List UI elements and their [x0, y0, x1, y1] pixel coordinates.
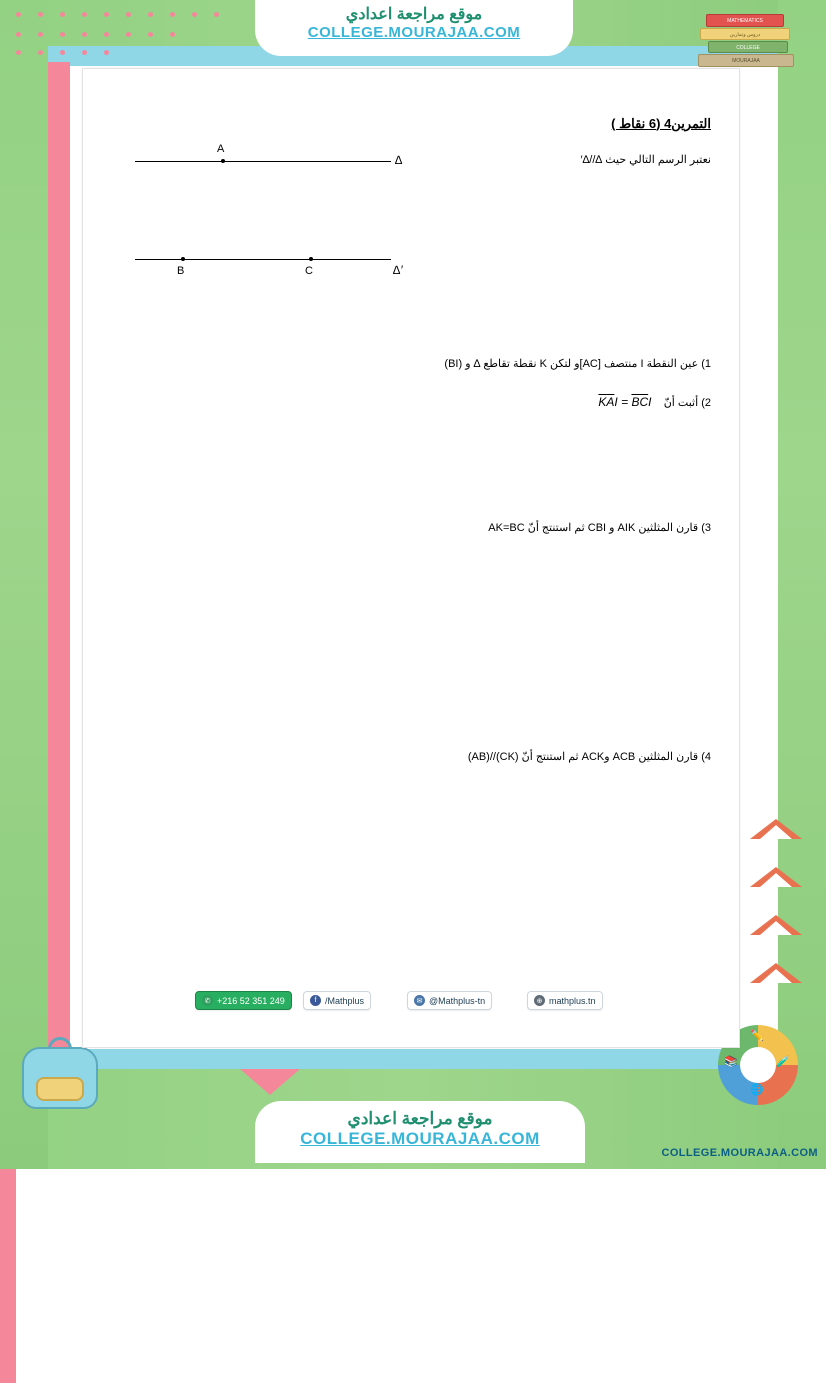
question-3-text: قارن المثلثين AIK و CBI ثم استنتج أنّ AK=BC [488, 522, 699, 534]
book-yellow-label: دروس وتمارين [729, 32, 761, 38]
question-4-number: 4) [701, 751, 711, 763]
book-green [708, 41, 788, 53]
question-2-text: أثبت أنّ [663, 397, 699, 409]
document-sheet [82, 68, 740, 1048]
frame-strip-blue-bottom [48, 1049, 778, 1069]
phone-icon: ✆ [202, 995, 213, 1006]
book-beige [698, 54, 794, 67]
point-a-marker [221, 159, 225, 163]
point-a-label: A [217, 143, 225, 155]
social-links-row [195, 991, 615, 1011]
point-b-marker [181, 257, 185, 261]
question-2-formula: $\overline{K}\overline{A}I = \overline{B}\overline{C}I$ [598, 395, 652, 409]
exercise-intro: نعتبر الرسم التالي حيث ∆//∆′ [580, 154, 711, 166]
question-4 [291, 748, 711, 767]
pencil-icon: ✏️ [750, 1030, 764, 1042]
point-b-label: B [177, 265, 185, 277]
chevron-icon-1 [750, 819, 802, 839]
website-label: mathplus.tn [549, 995, 596, 1006]
books-illustration [696, 8, 806, 72]
header-url[interactable]: COLLEGE.MOURAJAA.COM [307, 24, 521, 41]
flask-icon: 🧪 [776, 1056, 790, 1068]
header-banner [255, 0, 573, 56]
globe-icon-deco: 🌐 [750, 1084, 764, 1096]
facebook-badge[interactable] [303, 991, 371, 1010]
line-delta-label: ∆ [395, 153, 403, 167]
dotted-decoration [12, 8, 242, 56]
backpack-pocket [36, 1077, 84, 1101]
question-1-text: عين النقطة I منتصف [AC]و لتكن K نقطة تقاطع ∆ و (BI) [444, 358, 699, 370]
messenger-icon: ✉ [414, 995, 425, 1006]
book-yellow [700, 28, 790, 40]
question-1-number: 1) [701, 358, 711, 370]
frame-band-right [778, 0, 826, 1169]
point-c-label: C [305, 265, 313, 277]
book-red [706, 14, 784, 27]
question-3 [291, 519, 711, 538]
question-2-number: 2) [701, 397, 711, 409]
header-title-arabic: موقع مراجعة اعدادي [345, 6, 483, 23]
footer-url[interactable]: COLLEGE.MOURAJAA.COM [300, 1129, 540, 1148]
question-2 [291, 392, 711, 413]
website-badge[interactable] [527, 991, 603, 1010]
worksheet-content [83, 69, 739, 1047]
line-delta-prime-label: ∆′ [393, 263, 403, 277]
line-delta-prime [135, 259, 391, 260]
messenger-label: @Mathplus-tn [429, 995, 486, 1006]
point-c-marker [309, 257, 313, 261]
phone-badge[interactable] [195, 991, 292, 1010]
book-red-label: MATHEMATICS [727, 18, 763, 24]
phone-label: +216 52 351 249 [217, 995, 285, 1006]
messenger-badge[interactable] [407, 991, 492, 1010]
line-delta [135, 161, 391, 162]
pink-triangle-accent [240, 1069, 300, 1095]
question-3-number: 3) [701, 522, 711, 534]
question-1 [291, 355, 711, 374]
book-green-label: COLLEGE [736, 45, 760, 51]
exercise-title: التمرين4 (6 نقاط ) [611, 116, 711, 131]
facebook-icon: f [310, 995, 321, 1006]
book-stack-icon: 📚 [724, 1056, 738, 1068]
question-4-text: قارن المثلثين ACB وACK ثم استنتج أنّ (CK)//(AB) [467, 751, 699, 763]
frame-band-left [0, 0, 48, 1169]
chevron-icon-4 [750, 963, 802, 983]
book-beige-label: MOURAJAA [732, 58, 760, 64]
corner-url: COLLEGE.MOURAJAA.COM [661, 1147, 818, 1159]
chevron-icon-3 [750, 915, 802, 935]
chevron-icon-2 [750, 867, 802, 887]
frame-strip-pink-left [48, 62, 70, 1069]
footer-title-arabic: موقع مراجعة اعدادي [347, 1109, 493, 1128]
geometry-figure [117, 139, 467, 284]
facebook-label: /Mathplus [325, 995, 365, 1006]
globe-icon: ⊕ [534, 995, 545, 1006]
footer-banner [255, 1101, 585, 1163]
